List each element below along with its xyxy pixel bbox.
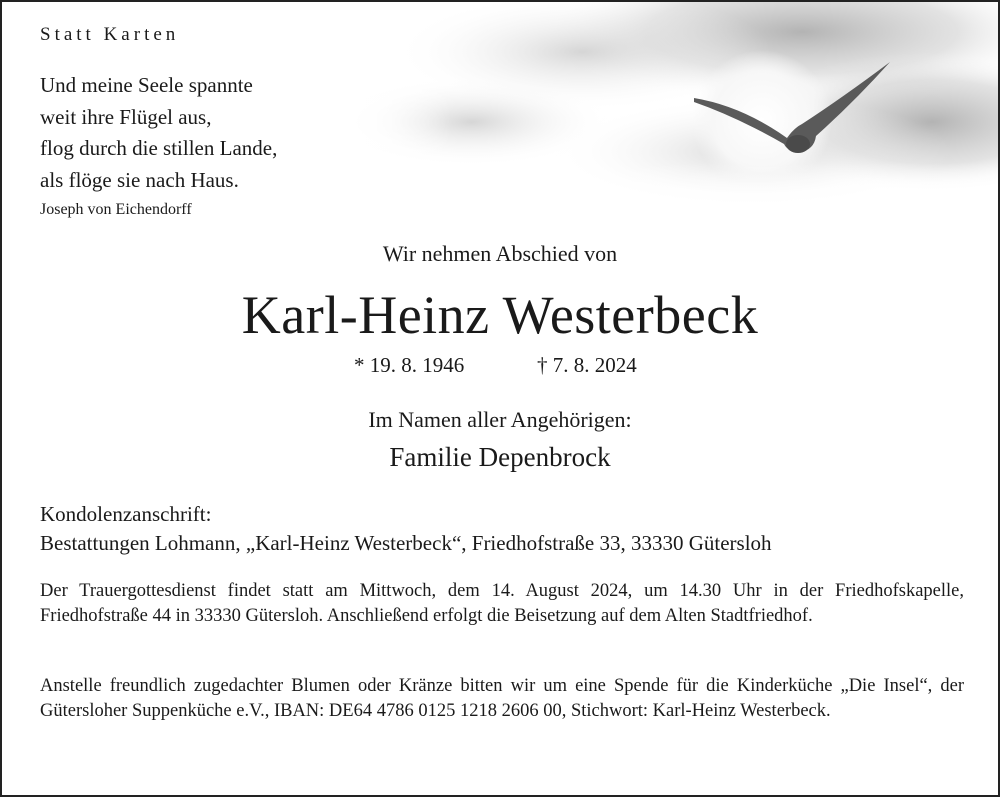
condolence-label: Kondolenzanschrift:: [40, 502, 212, 526]
poem-line: weit ihre Flügel aus,: [40, 104, 212, 129]
birth-date: * 19. 8. 1946: [354, 353, 465, 377]
poem-line: Und meine Seele spannte: [40, 73, 253, 97]
service-paragraph: Der Trauergottesdienst findet statt am Mittwoch, dem 14. August 2024, um 14.30 Uhr in der Friedhofskapelle, Friedhofstraße 44 in 33330 Gütersloh. Anschließend erfolgt die Beisetzung auf dem Alten Stadtfriedhof.: [40, 581, 964, 626]
condolence-address: [40, 500, 772, 558]
family-name: Familie Depenbrock: [389, 442, 611, 472]
poem-line: flog durch die stillen Lande,: [40, 136, 278, 160]
condolence-address-text: Bestattungen Lohmann, „Karl-Heinz Westerbeck“, Friedhofstraße 33, 33330 Gütersloh: [40, 531, 772, 555]
poem: [40, 70, 277, 196]
bird-over-sun-image: [332, 2, 998, 242]
deceased-name: Karl-Heinz Westerbeck: [241, 285, 759, 345]
poem-author: Joseph von Eichendorff: [40, 201, 192, 218]
poem-line: als flöge sie nach Haus.: [40, 167, 239, 192]
death-date: † 7. 8. 2024: [537, 353, 637, 377]
farewell-intro: Wir nehmen Abschied von: [382, 241, 618, 266]
statt-karten-label: Statt Karten: [40, 24, 180, 45]
on-behalf-label: Im Namen aller Angehörigen:: [368, 407, 632, 432]
donation-paragraph: Anstelle freundlich zugedachter Blumen oder Kränze bitten wir um eine Spende für die Kinderküche „Die Insel“, der Gütersloher Suppenküche e.V., IBAN: DE64 4786 0125 1218 2606 00, Stichwort: Karl-Heinz Westerbeck.: [40, 676, 964, 721]
